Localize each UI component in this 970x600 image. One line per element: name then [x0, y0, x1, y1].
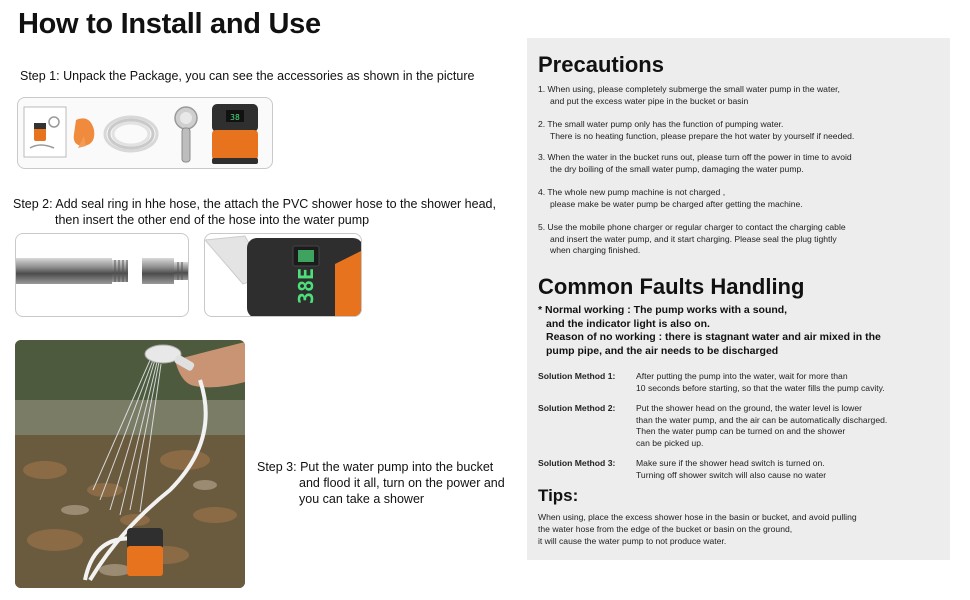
solution-3-text: Make sure if the shower head switch is turned on. Turning off shower switch will also cause no water: [636, 458, 827, 480]
faults-heading: Common Faults Handling: [538, 274, 805, 299]
solution-2-text: Put the shower head on the ground, the water level is lower than the water pump, and the air can be automatically discharged. Then the water pump can be turned on and the shower can be picked up.: [636, 403, 888, 448]
tips-text: When using, place the excess shower hose in the basin or bucket, and avoid pulling the water hose from the edge of the bucket or basin on the ground, it will cause the water pump to not produce water.: [538, 512, 857, 546]
step-3-line-2: and flood it all, turn on the power and: [299, 476, 505, 490]
river-shower-photo: [15, 340, 245, 588]
svg-text:38: 38: [230, 113, 240, 122]
hose-connector-illustration: [16, 234, 189, 317]
step-3-text: [257, 459, 522, 507]
precaution-item-3: 3. When the water in the bucket runs out, please turn off the power in time to avoid the dry boiling of the small water pump, damaging the water pump.: [538, 152, 852, 174]
pump-closeup-illustration: [205, 234, 362, 317]
step-2-text: [13, 196, 518, 228]
tips-heading: Tips:: [538, 486, 579, 505]
precaution-item-5: 5. Use the mobile phone charger or regular charger to contact the charging cable and insert the water pump, and it start charging. Please seal the plug tightly when charging finished.: [538, 222, 846, 255]
precautions-panel: [527, 38, 950, 560]
step-2-line-1: Step 2: Add seal ring in hhe hose, the attach the PVC shower hose to the shower head,: [13, 197, 496, 211]
precautions-heading: Precautions: [538, 52, 664, 77]
solution-3-label: Solution Method 3:: [538, 458, 616, 468]
step-1-text: Step 1: Unpack the Package, you can see the accessories as shown in the picture: [20, 69, 475, 83]
package-contents-image: [17, 97, 273, 169]
step-3-line-1: Step 3: Put the water pump into the bucket: [257, 460, 494, 474]
page-title: How to Install and Use: [18, 8, 321, 40]
solution-1-label: Solution Method 1:: [538, 371, 616, 381]
precaution-item-2: 2. The small water pump only has the function of pumping water. There is no heating function, please prepare the hot water by yourself if needed.: [538, 119, 855, 141]
pump-closeup-image: [204, 233, 362, 317]
normal-working-note: * Normal working : The pump works with a sound, and the indicator light is also on. Reason of no working : there is stagnant water and air mixed in the pump pipe, and the air needs to be discharged: [538, 304, 881, 357]
accessories-illustration: [18, 98, 273, 169]
pump-display-readout: 38E: [294, 267, 318, 305]
river-shower-illustration: [15, 340, 245, 588]
solution-1-text: After putting the pump into the water, wait for more than 10 seconds before starting, so that the water fills the pump cavity.: [636, 371, 885, 393]
precaution-item-4: 4. The whole new pump machine is not charged , please make be water pump be charged after getting the machine.: [538, 187, 803, 209]
step-3-line-3: you can take a shower: [299, 492, 425, 506]
precaution-item-1: 1. When using, please completely submerge the small water pump in the water, and put the excess water pipe in the bucket or basin: [538, 84, 840, 106]
step-2-line-2: then insert the other end of the hose into the water pump: [55, 213, 370, 227]
solution-2-label: Solution Method 2:: [538, 403, 616, 413]
hose-connector-image: [15, 233, 189, 317]
